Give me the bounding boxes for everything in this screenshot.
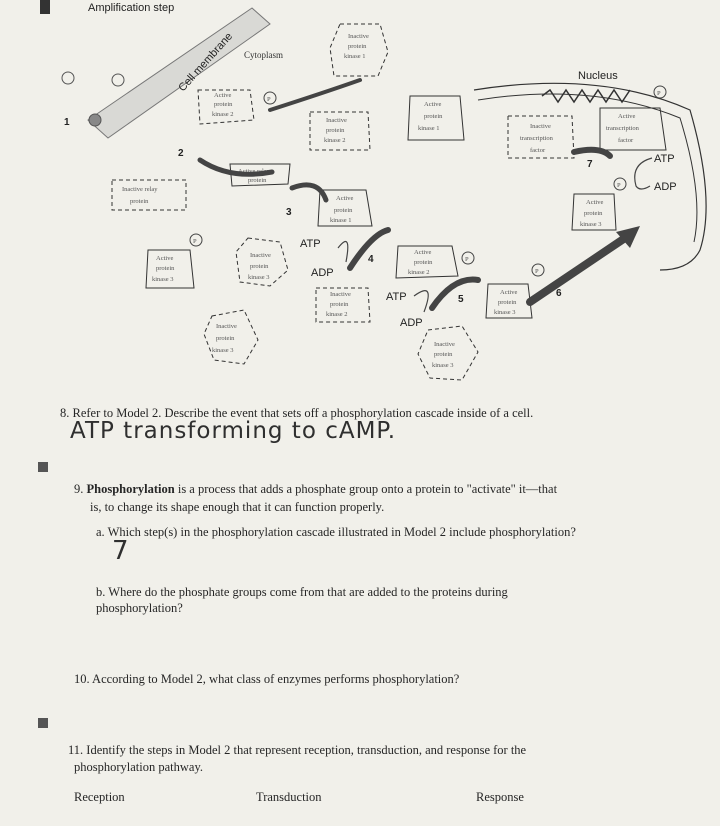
inactive-tf-label: transcription (520, 135, 553, 142)
active-pk2b-label: protein (414, 259, 433, 266)
active-pk3-right-label: Active (500, 289, 518, 296)
step-7: 7 (587, 159, 593, 170)
cell-membrane (88, 8, 270, 138)
active-pk2-label: kinase 2 (212, 111, 234, 118)
inactive-tf-label: Inactive (530, 123, 551, 130)
inactive-pk2b-label: kinase 2 (326, 311, 348, 318)
nucleus-envelope (474, 83, 706, 270)
step-1: 1 (64, 117, 70, 128)
question-9-number: 9. (74, 482, 84, 496)
atp-label-3: ATP (654, 153, 675, 165)
inactive-tf-label: factor (530, 147, 546, 154)
question-10: 10. According to Model 2, what class of enzymes performs phosphorylation? (74, 672, 460, 686)
active-pk2-label: Active (214, 92, 232, 99)
inactive-pk3-mid-label: kinase 3 (212, 347, 234, 354)
inactive-pk1-label: protein (348, 43, 367, 50)
active-pk1-label: Active (424, 101, 442, 108)
receptor-circle-2 (112, 74, 124, 86)
active-relay-label: protein (248, 177, 267, 184)
step-2: 2 (178, 148, 184, 159)
phosphorylation-cascade-diagram (0, 0, 720, 390)
inactive-relay-label: Inactive relay (122, 186, 158, 193)
inactive-pk3-left-label: protein (250, 263, 269, 270)
active-pk1-label: kinase 1 (418, 125, 440, 132)
dark-arrow-5 (432, 280, 478, 308)
active-relay-label: Active relay (238, 168, 270, 175)
active-pk2b-label: Active (414, 249, 432, 256)
adp-label-3: ADP (654, 181, 677, 193)
dark-arrow-6 (530, 236, 628, 302)
phosphate-p-label: P (657, 90, 661, 97)
reception-column-header: Reception (74, 790, 125, 804)
inactive-relay-label: protein (130, 198, 149, 205)
question-9a: a. Which step(s) in the phosphorylation cascade illustrated in Model 2 include phosphorylation? (96, 525, 576, 539)
active-pk3-right-label: kinase 3 (494, 309, 516, 316)
inactive-pk3-right-label: kinase 3 (432, 362, 454, 369)
question-9b-line1: b. Where do the phosphate groups come from that are added to the proteins during (96, 585, 508, 599)
active-pk1b-label: Active (336, 195, 354, 202)
step-6: 6 (556, 288, 562, 299)
active-pk1-label: protein (424, 113, 443, 120)
inactive-pk1-label: kinase 1 (344, 53, 366, 60)
active-tf-label: transcription (606, 125, 639, 132)
active-pk3-right-label: protein (498, 299, 517, 306)
step-4: 4 (368, 254, 374, 265)
inactive-pk2b-label: protein (330, 301, 349, 308)
active-pk3-left-label: Active (156, 255, 174, 262)
inactive-pk3-left-label: Inactive (250, 252, 271, 259)
inactive-pk2b-label: Inactive (330, 291, 351, 298)
cytoplasm-label: Cytoplasm (244, 50, 284, 60)
margin-mark (38, 718, 48, 728)
inactive-pk3-mid-label: protein (216, 335, 235, 342)
question-11-line2: phosphorylation pathway. (74, 760, 204, 774)
question-9-line2: is, to change its shape enough that it can function properly. (90, 500, 385, 514)
phosphate-p-label: P (267, 96, 271, 103)
atp-label-1: ATP (300, 238, 321, 250)
inactive-pk2-label: protein (326, 127, 345, 134)
inactive-pk3-mid-label: Inactive (216, 323, 237, 330)
atp-arrow-2 (414, 291, 428, 312)
margin-mark (38, 462, 48, 472)
response-column-header: Response (476, 790, 524, 804)
nucleus-label: Nucleus (578, 70, 618, 82)
phosphate-p-label: P (617, 182, 621, 189)
inactive-pk3-right-label: Inactive (434, 341, 455, 348)
dark-arrow-3 (292, 185, 326, 200)
inactive-pk1-shape (330, 24, 388, 76)
cell-membrane-label: Cell membrane (176, 30, 236, 95)
inactive-pk2-label: kinase 2 (324, 137, 346, 144)
question-9-line1 (74, 481, 557, 497)
inactive-relay-shape (112, 180, 186, 210)
phosphorylation-term: Phosphorylation (86, 482, 175, 496)
atp-arrow-3 (635, 158, 652, 189)
inactive-pk1-label: Inactive (348, 33, 369, 40)
receptor-circle-3 (89, 114, 101, 126)
inactive-pk2-label: Inactive (326, 117, 347, 124)
receptor-circle-1 (62, 72, 74, 84)
active-tf-label: factor (618, 137, 634, 144)
step-3: 3 (286, 207, 292, 218)
question-9a-answer[interactable]: 7 (112, 536, 130, 566)
transduction-column-header: Transduction (256, 790, 322, 804)
question-8-answer[interactable]: ATP transforming to cAMP. (70, 418, 397, 444)
atp-arrow-1 (338, 242, 348, 262)
amplification-step-title: Amplification step (88, 2, 175, 14)
phosphate-p-label: P (465, 256, 469, 263)
adp-label-2: ADP (400, 317, 423, 329)
inactive-pk3-left-label: kinase 3 (248, 274, 270, 281)
active-pk1b-label: protein (334, 207, 353, 214)
active-pk3-nucleus-label: kinase 3 (580, 221, 602, 228)
inactive-pk3-right-label: protein (434, 351, 453, 358)
active-pk3-left-label: protein (156, 265, 175, 272)
question-11-line1: 11. Identify the steps in Model 2 that represent reception, transduction, and response for the (68, 743, 527, 757)
active-pk3-left-label: kinase 3 (152, 276, 174, 283)
active-tf-label: Active (618, 113, 636, 120)
active-pk2-label: protein (214, 101, 233, 108)
question-9-text: is a process that adds a phosphate group onto a protein to "activate" it—that (174, 482, 558, 496)
step-5: 5 (458, 294, 464, 305)
atp-label-2: ATP (386, 291, 407, 303)
question-9b-line2: phosphorylation? (96, 601, 183, 615)
phosphate-p-label: P (193, 238, 197, 245)
active-pk3-nucleus-label: Active (586, 199, 604, 206)
dark-arrow-1 (270, 80, 360, 110)
question-8: 8. Refer to Model 2. Describe the event that sets off a phosphorylation cascade inside of a cell. (60, 406, 534, 420)
active-pk1b-label: kinase 1 (330, 217, 352, 224)
dark-arrow-7 (574, 150, 610, 156)
active-pk3-nucleus-label: protein (584, 210, 603, 217)
active-pk2b-label: kinase 2 (408, 269, 430, 276)
phosphate-p-label: P (535, 268, 539, 275)
adp-label-1: ADP (311, 267, 334, 279)
corner-bar (40, 0, 50, 14)
